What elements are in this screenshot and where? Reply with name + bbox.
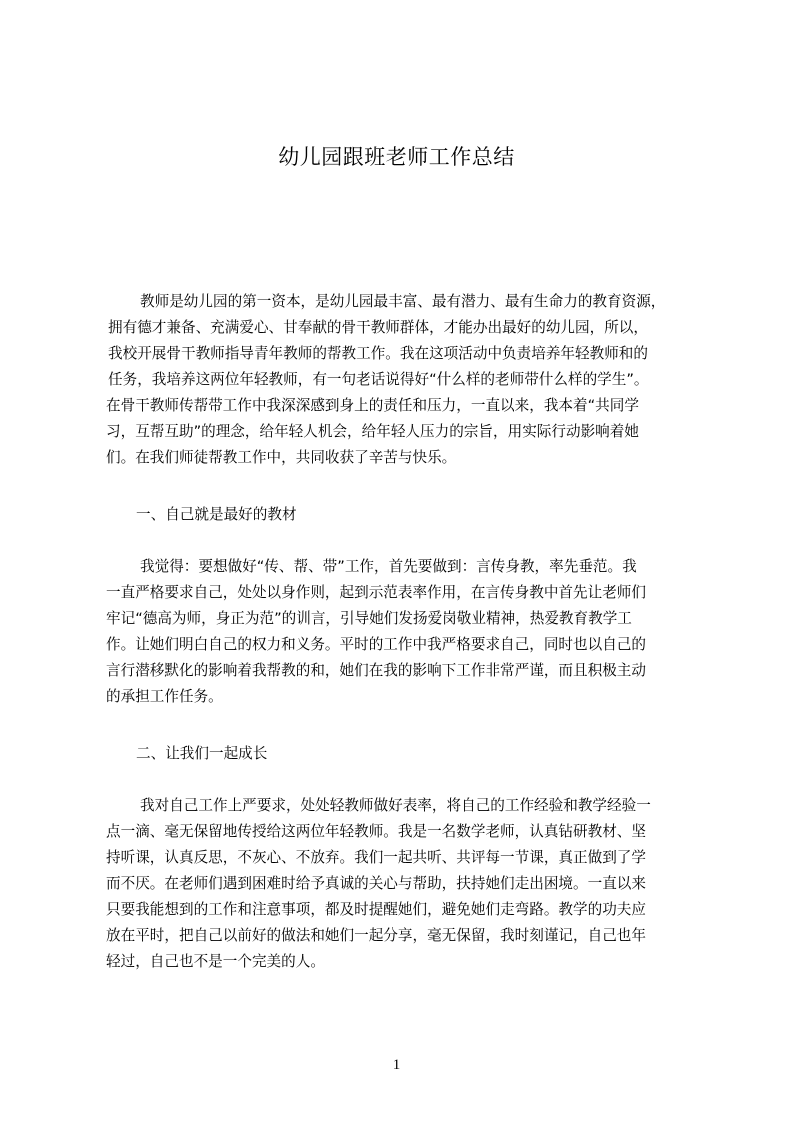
page-number: 1	[392, 1057, 401, 1073]
section-1-line-3: 牢记“德高为师，身正为范”的训言，引导她们发扬爱岗敬业精神，热爱教育教学工	[106, 610, 632, 627]
intro-line-1: 教师是幼儿园的第一资本，是幼儿园最丰富、最有潜力、最有生命力的教育资源，	[140, 293, 666, 310]
section-2-line-1: 我对自己工作上严要求，处处轻教师做好表率，将自己的工作经验和教学经验一	[140, 797, 651, 814]
intro-line-7: 们。在我们师徒帮教工作中，共同收获了辛苦与快乐。	[106, 449, 457, 466]
section-2-line-6: 放在平时，把自己以前好的做法和她们一起分享，毫无保留，我时刻谨记，自己也年	[106, 927, 646, 944]
section-1-line-4: 作。让她们明白自己的权力和义务。平时的工作中我严格要求自己，同时也以自己的	[106, 636, 646, 653]
intro-line-3: 我校开展骨干教师指导青年教师的帮教工作。我在这项活动中负责培养年轻教师和的	[108, 345, 648, 362]
section-1-line-2: 一直严格要求自己，处处以身作则，起到示范表率作用，在言传身教中首先让老师们	[106, 584, 646, 601]
section-2-line-4: 而不厌。在老师们遇到困难时给予真诚的关心与帮助，扶持她们走出困境。一直以来	[106, 875, 646, 892]
document-title: 幼儿园跟班老师工作总结	[278, 145, 515, 169]
section-2-line-5: 只要我能想到的工作和注意事项，都及时提醒她们，避免她们走弯路。教学的功夫应	[106, 901, 646, 918]
section-2-line-7: 轻过，自己也不是一个完美的人。	[106, 953, 325, 970]
section-1-heading: 一、自己就是最好的教材	[136, 506, 297, 523]
intro-line-5: 在骨干教师传帮带工作中我深深感到身上的责任和压力，一直以来，我本着“共同学	[106, 397, 639, 414]
section-1-line-1: 我觉得：要想做好“传、帮、带”工作，首先要做到：言传身教，率先垂范。我	[140, 558, 637, 575]
section-2-line-2: 点一滴、毫无保留地传授给这两位年轻教师。我是一名数学老师，认真钻研教材、坚	[106, 823, 646, 840]
intro-line-6: 习，互帮互助”的理念，给年轻人机会，给年轻人压力的宗旨，用实际行动影响着她	[106, 423, 639, 440]
section-2-heading: 二、让我们一起成长	[136, 745, 268, 762]
intro-line-2: 拥有德才兼备、充满爱心、甘奉献的骨干教师群体，才能办出最好的幼儿园，所以，	[108, 319, 648, 336]
intro-line-4: 任务，我培养这两位年轻教师，有一句老话说得好“什么样的老师带什么样的学生”。	[108, 371, 649, 388]
section-1-line-5: 言行潜移默化的影响着我帮教的和，她们在我的影响下工作非常严谨，而且积极主动	[106, 662, 646, 679]
section-1-line-6: 的承担工作任务。	[106, 688, 223, 705]
section-2-line-3: 持听课，认真反思，不灰心、不放弃。我们一起共听、共评每一节课，真正做到了学	[106, 849, 646, 866]
